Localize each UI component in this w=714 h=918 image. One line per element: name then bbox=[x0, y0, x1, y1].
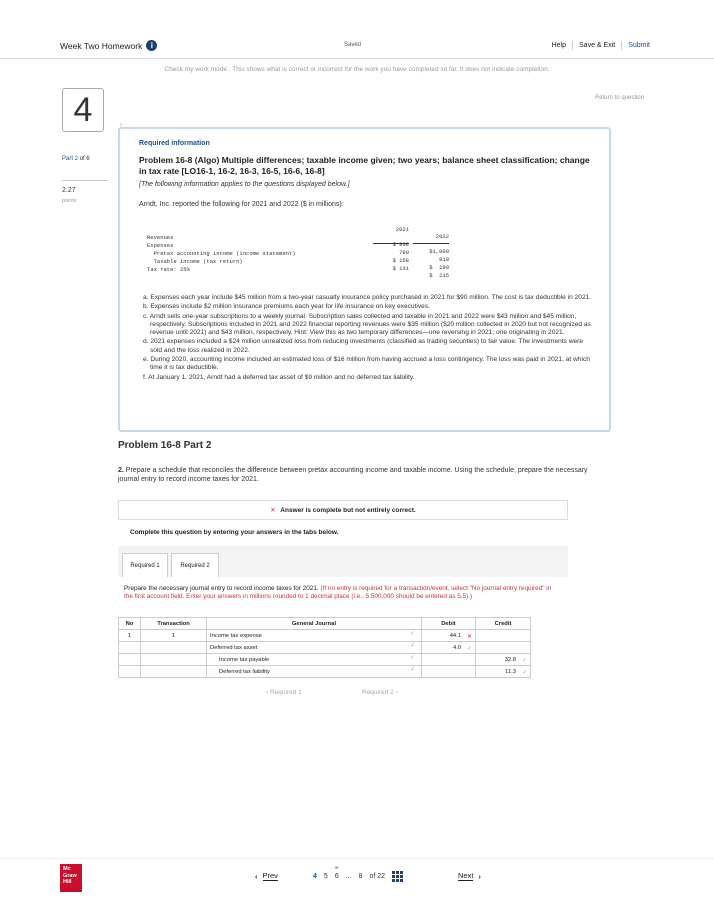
debit-input[interactable] bbox=[422, 666, 476, 678]
check-icon: ✓ bbox=[409, 655, 415, 661]
debit-input[interactable] bbox=[422, 642, 476, 654]
cell-value: $ 158 bbox=[392, 257, 409, 264]
part2-heading: Problem 16-8 Part 2 bbox=[118, 440, 212, 451]
save-exit-link[interactable]: Save & Exit bbox=[579, 42, 616, 49]
list-item: a. Expenses each year include $45 million from a two-year casualty insurance policy purchased in 2021 for $90 million. The cost is tax deductible in 2021. bbox=[143, 294, 592, 301]
prev-label: Prev bbox=[262, 871, 278, 880]
prev-button[interactable] bbox=[255, 871, 278, 881]
col-header-debit: Debit bbox=[422, 618, 476, 630]
transaction-no bbox=[141, 654, 207, 666]
row-label: Tax rate: 25% bbox=[147, 266, 190, 273]
points-label: points bbox=[62, 198, 77, 204]
account-name: Income tax expense bbox=[210, 632, 262, 639]
transaction-no bbox=[141, 666, 207, 678]
footer-divider bbox=[0, 858, 714, 859]
cell-value: $ 215 bbox=[429, 272, 449, 279]
year-header: 2021 bbox=[395, 226, 409, 233]
chevron-right-icon: › bbox=[478, 871, 481, 881]
credit-value: 32.8 bbox=[504, 656, 516, 663]
next-button[interactable] bbox=[458, 871, 481, 881]
complete-prompt: Complete this question by entering your answers in the tabs below. bbox=[130, 529, 339, 536]
grid-icon[interactable] bbox=[392, 871, 403, 882]
top-actions bbox=[552, 41, 650, 50]
prepare-note: (If no entry is required for a transaction/event, select "No journal entry required" in the first account field. Enter your answers in millions rounded to 1 decimal place (i.e., 5,500,000 should be entered as 5.5).) bbox=[124, 585, 552, 601]
alert-icon: ! bbox=[120, 123, 122, 130]
cell-value: 780 bbox=[399, 249, 409, 256]
row-label: Taxable income (tax return) bbox=[147, 258, 243, 265]
page-link[interactable] bbox=[334, 865, 339, 880]
tab-required-2[interactable]: Required 2 bbox=[171, 553, 219, 577]
cell-value: $1,000 bbox=[429, 248, 449, 255]
points-value: 2.27 bbox=[62, 187, 76, 194]
page-total: of 22 bbox=[369, 873, 386, 880]
link-icon: ∞ bbox=[334, 865, 339, 871]
page-number: 6 bbox=[334, 873, 339, 880]
row-label: Expenses bbox=[147, 242, 174, 249]
account-select[interactable] bbox=[207, 654, 422, 666]
intro-text: Arndt, Inc. reported the following for 2021 and 2022 ($ in millions): bbox=[139, 201, 344, 208]
transaction-no bbox=[141, 642, 207, 654]
check-icon: ✓ bbox=[409, 643, 415, 649]
debit-value: 44.1 bbox=[449, 632, 461, 639]
account-name: Deferred tax asset bbox=[210, 644, 258, 651]
entry-no: 1 bbox=[119, 630, 141, 642]
logo-line: Hill bbox=[63, 879, 72, 885]
info-icon[interactable]: i bbox=[146, 40, 157, 51]
entry-no bbox=[119, 642, 141, 654]
check-icon: ✓ bbox=[521, 657, 527, 664]
account-select[interactable] bbox=[207, 642, 422, 654]
credit-input[interactable] bbox=[476, 666, 531, 678]
divider bbox=[621, 41, 622, 50]
entry-no bbox=[119, 666, 141, 678]
answer-status-box bbox=[118, 500, 568, 520]
col-header-no: No bbox=[119, 618, 141, 630]
cell-value: $ 190 bbox=[429, 264, 449, 271]
col-header-general-journal: General Journal bbox=[207, 618, 422, 630]
incorrect-icon: ✕ bbox=[466, 633, 472, 640]
check-mode-banner: Check my work mode : This shows what is correct or incorrect for the work you have completed so far. It does not indicate completion. bbox=[164, 66, 550, 73]
col-header-transaction: Transaction bbox=[141, 618, 207, 630]
entry-no bbox=[119, 654, 141, 666]
required-info-heading: Required information bbox=[139, 140, 210, 147]
chevron-left-icon: ‹ bbox=[255, 871, 258, 881]
list-item: e. During 2020, accounting income included an estimated loss of $16 million from having accrued a loss contingency. The loss was paid in 2021, at which time it is tax deductible. bbox=[143, 356, 590, 372]
row-label: Pretax accounting income (income statement) bbox=[147, 250, 296, 257]
check-icon: ✓ bbox=[521, 669, 527, 676]
underline bbox=[413, 243, 449, 244]
journal-table bbox=[118, 617, 531, 678]
logo-line: Graw bbox=[63, 872, 77, 879]
divider bbox=[62, 180, 108, 181]
cell-value: $ 131 bbox=[392, 265, 409, 272]
row-label: Revenues bbox=[147, 234, 174, 241]
question-number: 4 bbox=[62, 88, 104, 132]
journal-row bbox=[119, 630, 531, 642]
check-icon: ✓ bbox=[409, 631, 415, 637]
chevron-left-icon: ‹ bbox=[266, 689, 269, 696]
account-name: Deferred tax liability bbox=[219, 668, 270, 675]
help-link[interactable]: Help bbox=[551, 42, 567, 49]
logo-line: Mc bbox=[63, 866, 71, 872]
cell-value: 810 bbox=[439, 256, 449, 263]
journal-row bbox=[119, 642, 531, 654]
part-of: of 6 bbox=[79, 156, 90, 162]
underline bbox=[373, 243, 409, 244]
assignment-title-text: Week Two Homework bbox=[60, 40, 143, 51]
account-select[interactable] bbox=[207, 666, 422, 678]
prev-required-button[interactable] bbox=[266, 689, 302, 696]
credit-input[interactable] bbox=[476, 654, 531, 666]
credit-value: 11.3 bbox=[505, 668, 516, 675]
debit-input[interactable] bbox=[422, 630, 476, 642]
page-link[interactable]: 8 bbox=[358, 873, 363, 880]
debit-value: 4.0 bbox=[452, 644, 461, 651]
journal-header-row bbox=[119, 618, 531, 630]
list-item: c. Arndt sells one-year subscriptions to a weekly journal. Subscription sales collected and taxable in 2021 and 2022 were $43 million and $45 million, respectively. Subscriptions included in 2021 and 2022 financial reporting revenues were $35 million ($20 million collected in 2020 but not recognized as revenue until 2021) and $43 million, respectively. Hint: View this as two temporary differences—one reversing in 2021; one originating in 2021. bbox=[143, 312, 591, 337]
check-icon: ✓ bbox=[466, 645, 472, 652]
chevron-right-icon: › bbox=[395, 689, 398, 696]
journal-row bbox=[119, 654, 531, 666]
table-row bbox=[147, 259, 190, 273]
part-label: Part 2 bbox=[62, 156, 79, 162]
list-item: b. Expenses include $2 million insurance premiums each year for life insurance on key executives. bbox=[143, 303, 430, 311]
assignment-title bbox=[60, 40, 157, 51]
credit-input[interactable] bbox=[476, 642, 531, 654]
financial-table bbox=[147, 219, 449, 279]
pagination bbox=[313, 865, 403, 882]
applies-note: [The following information applies to the questions displayed below.] bbox=[139, 181, 350, 188]
problem-title: Problem 16-8 (Algo) Multiple differences; taxable income given; two years; balance sheet classification; change in tax rate [LO16-1, 16-2, 16-3, 16-5, 16-6, 16-8] bbox=[139, 155, 590, 176]
instruction-text: Prepare a schedule that reconciles the difference between pretax accounting income and taxable income. Using the schedule, prepare the necessary journal entry to record income taxes for 2021. bbox=[118, 467, 588, 483]
year-header: 2022 bbox=[435, 233, 449, 240]
check-icon: ✓ bbox=[409, 667, 415, 673]
prepare-text: Prepare the necessary journal entry to record income taxes for 2021. bbox=[124, 585, 319, 592]
tab-required-1[interactable]: Required 1 bbox=[122, 553, 168, 577]
journal-instructions bbox=[124, 585, 554, 602]
page-link[interactable]: 5 bbox=[323, 873, 328, 880]
next-label: Next bbox=[458, 871, 474, 880]
credit-input[interactable] bbox=[476, 630, 531, 642]
saved-status: Saved bbox=[344, 42, 362, 48]
page-ellipsis: ... bbox=[345, 873, 352, 880]
next-required-label: Required 2 bbox=[362, 689, 394, 696]
transaction-no: 1 bbox=[141, 630, 207, 642]
part2-instruction bbox=[118, 466, 598, 484]
answer-status-text: Answer is complete but not entirely correct. bbox=[280, 507, 416, 514]
cell-value: $ 938 bbox=[392, 241, 409, 248]
submit-link[interactable]: Submit bbox=[628, 42, 650, 49]
account-select[interactable] bbox=[207, 630, 422, 642]
mcgraw-hill-logo bbox=[60, 864, 82, 892]
return-to-question-link[interactable]: Return to question bbox=[594, 95, 644, 101]
next-required-button[interactable] bbox=[362, 689, 398, 696]
list-item: f. At January 1, 2021, Arndt had a deferred tax asset of $9 million and no deferred tax liability. bbox=[143, 373, 415, 381]
prev-required-label: Required 1 bbox=[269, 689, 302, 696]
part-indicator bbox=[62, 156, 90, 162]
list-item: d. 2021 expenses included a $24 million unrealized loss from reducing investments (classified as trading securities) to fair value. The investments were sold and the loss realized in 2022. bbox=[143, 338, 584, 354]
page-link-current[interactable]: 4 bbox=[313, 873, 317, 880]
col-header-credit: Credit bbox=[476, 618, 531, 630]
account-name: Income tax payable bbox=[219, 656, 270, 663]
instruction-number: 2. bbox=[118, 467, 124, 474]
divider bbox=[572, 41, 573, 50]
journal-row bbox=[119, 666, 531, 678]
info-items-list bbox=[143, 294, 595, 383]
header-divider bbox=[0, 58, 714, 59]
incorrect-icon: ✕ bbox=[270, 507, 276, 514]
debit-input[interactable] bbox=[422, 654, 476, 666]
